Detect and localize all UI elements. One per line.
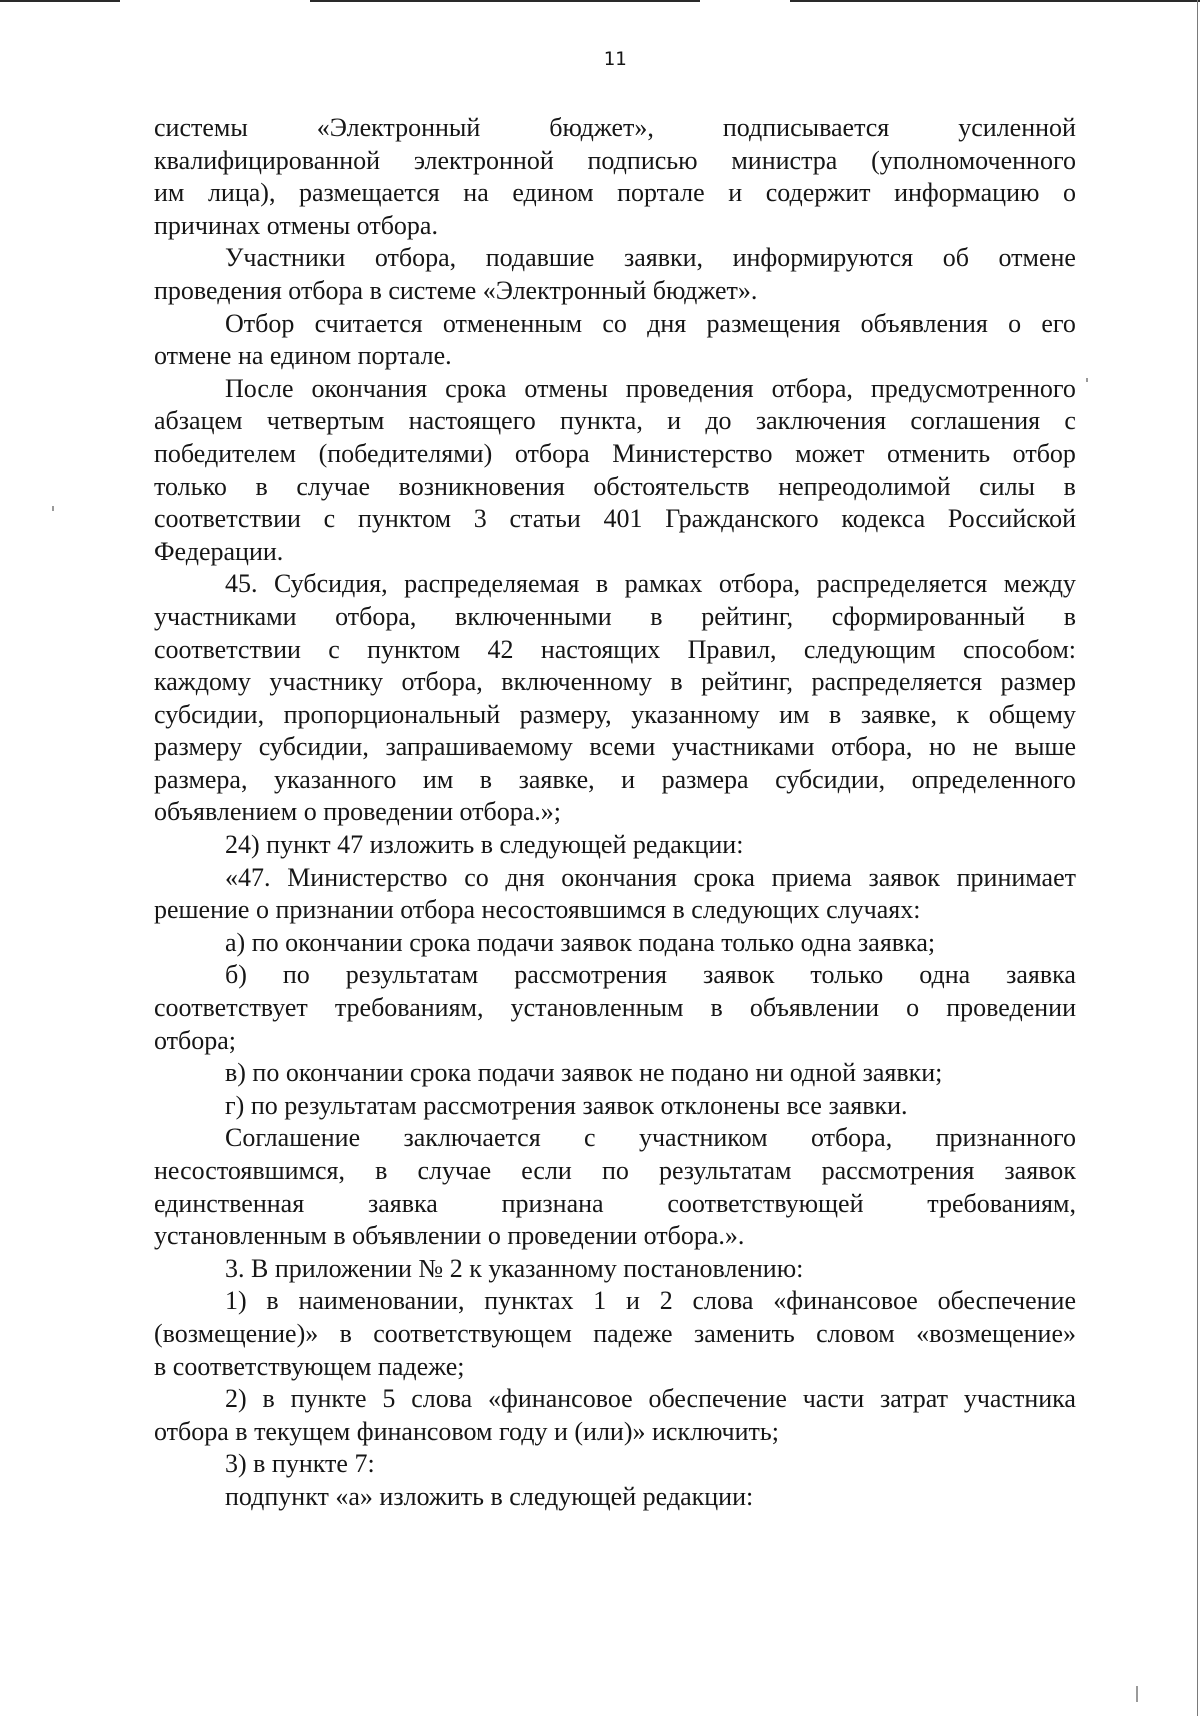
word: соответствующей [667,1188,864,1218]
word: признана [501,1188,604,1218]
scan-border-gap [700,0,790,3]
word: в [479,764,493,794]
word: только [154,471,227,501]
word: по [601,1156,629,1185]
word: в [375,1156,388,1185]
word: принимает [956,862,1076,892]
word: участнику [269,667,384,697]
word: предусмотренного [870,373,1076,403]
word: слова [692,1286,754,1316]
text-line [154,1122,1076,1155]
text-line [154,764,1076,797]
word: пропорциональный [283,699,501,729]
word: одна [919,960,971,990]
text-line [154,1285,1076,1318]
word: затрат [879,1384,948,1414]
word: окончания [311,373,428,403]
word: 1 [593,1286,607,1316]
word: в [595,569,609,599]
word: но [929,732,956,762]
word: отбора, [335,601,417,631]
word: и [621,764,636,794]
word: объявлении [749,993,880,1023]
text-line [154,405,1076,438]
word: проведения [625,373,754,403]
word: обстоятельств [593,471,750,501]
word: участника [963,1384,1076,1414]
word: заключения [755,406,887,436]
word: дня [647,308,687,338]
word: и [626,1286,640,1316]
text-line [154,471,1076,504]
word: лица), [207,178,276,208]
word: приема [771,862,852,892]
text-line: установленным в объявлении о проведении отбора.». [154,1221,745,1251]
text-line: подпункт «а» изложить в следующей редакции: [225,1481,754,1511]
word: «финансовое [488,1384,633,1414]
word: рейтинг, [701,667,794,697]
word: до [705,406,732,436]
word: отмены [524,373,608,403]
word: соответствующем [373,1318,572,1348]
word: выше [1014,732,1076,762]
text-line: объявлением о проведении отбора.»; [154,797,562,827]
word: в [255,471,268,501]
word: Участники [225,243,346,273]
text-line: г) по результатам рассмотрения заявок отклонены все заявки. [225,1090,908,1120]
word: с [584,1123,596,1153]
word: словом [816,1318,895,1348]
word: о [1063,178,1076,208]
text-line: в) по окончании срока подачи заявок не подано ни одной заявки; [225,1058,943,1088]
word: заявка [1006,960,1076,990]
scan-speck [1136,1686,1138,1702]
word: соответствии [154,634,301,664]
word: результатам [345,960,479,990]
word: заявке, [860,699,937,729]
word: соответствии [154,504,301,534]
word: отбора, [374,243,457,273]
word: требованиям, [927,1188,1076,1218]
word: рассмотрения [514,960,667,990]
text-line [154,992,1076,1025]
word: 2) [225,1384,247,1414]
word: (уполномоченного [871,145,1076,175]
word: о [906,993,920,1023]
word: субсидии, [258,732,369,762]
word: субсидии, [775,764,886,794]
word: Министерство [287,862,448,892]
word: способом: [962,634,1076,664]
word: отбора, [831,732,913,762]
word: считается [314,308,423,338]
text-line [154,1155,1076,1188]
word: субсидии, [154,699,265,729]
word: участником [638,1123,768,1153]
word: усиленной [958,113,1076,142]
word: в [266,1286,279,1316]
word: его [1041,308,1076,338]
word: распределяемая [404,569,580,599]
word: на [463,178,489,208]
text-line: Федерации. [154,536,284,566]
word: по [282,960,310,990]
word: дня [505,862,545,892]
word: всеми [589,732,656,762]
word: размеру [154,732,243,762]
scan-speck [1086,378,1088,382]
text-line [154,666,1076,699]
word: и [728,178,743,208]
word: размера [661,764,749,794]
text-line: в соответствующем падеже; [154,1351,465,1381]
word: с [1064,406,1076,436]
word: отбора, [401,667,483,697]
word: возникновения [398,471,565,501]
text-line [154,731,1076,764]
word: заявок [702,960,775,990]
word: если [521,1156,572,1185]
word: заключается [403,1123,541,1153]
word: в [670,667,683,697]
word: случае [417,1156,492,1185]
word: объявления [860,308,988,338]
word: подписью [587,145,698,175]
text-line: 24) пункт 47 изложить в следующей редакции: [225,830,744,860]
text-line [154,568,1076,601]
word: указанному [631,699,760,729]
word: отбора [514,438,590,468]
word: информацию [894,178,1040,208]
word: рамках [624,569,703,599]
word: абзацем [154,406,243,436]
word: (победителями) [318,438,493,468]
word: электронной [413,145,554,175]
word: в [1063,601,1076,631]
word: включенными [455,601,612,631]
word: в [1063,471,1076,501]
text-line [154,242,1076,275]
word: 42 [487,634,514,664]
word: пунктом [357,504,452,534]
word: в [710,993,723,1023]
word: отменить [887,438,991,468]
text-line [154,438,1076,471]
word: им [154,178,185,208]
word: в [339,1318,352,1348]
word: размера, [154,764,248,794]
text-line [154,1188,1076,1221]
text-line [154,503,1076,536]
word: соответствует [154,993,308,1023]
document-text [154,112,1076,1514]
word: установленным [510,993,684,1023]
word: квалифицированной [154,145,381,175]
word: пунктом [367,634,461,664]
word: распределяется [816,569,988,599]
word: отбора, [810,1123,893,1153]
text-line [154,177,1076,210]
word: им [779,699,810,729]
word: 1) [225,1286,247,1316]
word: бюджет», [549,113,654,142]
text-line: решение о признании отбора несостоявшимся в следующих случаях: [154,895,921,925]
word: каждому [154,667,251,697]
word: в [829,699,842,729]
word: определенного [911,764,1076,794]
word: едином [512,178,594,208]
word: отбор [1012,438,1076,468]
word: со [602,308,627,338]
word: размер [1000,667,1076,697]
word: заменить [693,1318,795,1348]
word: Министерство [612,438,773,468]
word: «Электронный [316,113,481,142]
word: не [972,732,999,762]
text-line [154,699,1076,732]
word: б) [225,960,247,990]
word: 2 [659,1286,673,1316]
text-line [154,1383,1076,1416]
word: участниками [671,732,815,762]
word: может [795,438,865,468]
word: размещения [706,308,841,338]
word: с [323,504,336,534]
word: включенному [501,667,652,697]
word: срока [693,862,755,892]
word: и [667,406,682,436]
word: статьи [509,504,581,534]
word: 3 [473,504,487,534]
word: распределяется [811,667,983,697]
word: системы [154,113,248,142]
word: победителем [154,438,297,468]
word: слова [411,1384,473,1414]
text-line [154,959,1076,992]
word: к [956,699,970,729]
word: рассмотрения [821,1156,975,1185]
word: заявка [367,1188,438,1218]
text-line: отбора; [154,1025,237,1055]
word: отмене [998,243,1076,273]
text-line: 3) в пункте 7: [225,1449,375,1479]
word: падеже [593,1318,673,1348]
word: содержит [765,178,871,208]
word: кодекса [841,504,926,534]
word: признанного [935,1123,1076,1153]
word: окончания [561,862,677,892]
text-line [154,145,1076,178]
word: отмененным [442,308,583,338]
word: Гражданского [665,504,819,534]
word: «возмещение» [916,1318,1076,1348]
word: 401 [603,504,643,534]
word: подписывается [722,113,890,142]
word: наименовании, [298,1286,465,1316]
text-line [154,601,1076,634]
word: результатам [658,1156,792,1185]
word: им [422,764,454,794]
word: части [802,1384,865,1414]
scan-speck [52,506,54,511]
word: проведении [946,993,1076,1023]
text-line: отмене на едином портале. [154,341,452,371]
word: заявок [868,862,940,892]
word: 5 [382,1384,396,1414]
text-line: причинах отмены отбора. [154,210,438,240]
word: соглашения [910,406,1041,436]
word: «47. [225,862,271,892]
text-line: 3. В приложении № 2 к указанному постановлению: [225,1253,804,1283]
word: случае [296,471,370,501]
word: заявки, [623,243,704,273]
word: в [262,1384,275,1414]
word: пункта, [560,406,643,436]
word: 45. [225,569,258,599]
word: требованиям, [334,993,484,1023]
word: силы [979,471,1036,501]
word: настоящего [408,406,536,436]
word: «финансовое [773,1286,918,1316]
word: После [225,373,294,403]
word: обеспечение [937,1286,1076,1316]
word: запрашиваемому [385,732,573,762]
text-line [154,112,1076,145]
text-line [154,308,1076,341]
text-line [154,373,1076,406]
text-line: а) по окончании срока подачи заявок подана только одна заявка; [225,927,936,957]
word: непреодолимой [778,471,951,501]
text-line: отбора в текущем финансовом году и (или)» исключить; [154,1416,779,1446]
word: сформированный [831,601,1026,631]
word: отбора, [718,569,801,599]
word: Соглашение [225,1123,361,1153]
word: обеспечение [648,1384,787,1414]
text-line [154,862,1076,895]
word: отбора, [771,373,853,403]
word: об [942,243,969,273]
word: размеру, [519,699,612,729]
scan-border-right [1197,0,1198,1716]
word: (возмещение)» [154,1318,319,1348]
word: Российской [947,504,1076,534]
word: несостоявшимся, [154,1156,345,1185]
word: настоящих [540,634,661,664]
word: портале [617,178,705,208]
word: участниками [154,601,297,631]
word: заявок [1004,1156,1076,1185]
word: между [1003,569,1076,599]
word: заявке, [518,764,595,794]
text-line: проведения отбора в системе «Электронный бюджет». [154,275,758,305]
word: подавшие [485,243,595,273]
word: указанного [273,764,397,794]
word: со [464,862,489,892]
word: Правил, [687,634,777,664]
word: информируются [732,243,914,273]
word: министра [731,145,838,175]
text-line [154,634,1076,667]
word: Субсидия, [273,569,388,599]
word: срока [445,373,507,403]
scan-border-gap [120,0,310,3]
word: размещается [299,178,440,208]
word: следующим [803,634,936,664]
word: в [650,601,663,631]
word: четвертым [266,406,385,436]
page-number: 11 [603,48,627,70]
word: пункте [290,1384,367,1414]
word: единственная [154,1188,305,1218]
word: общему [988,699,1076,729]
word: с [328,634,340,664]
text-line [154,1318,1076,1351]
word: пунктах [484,1286,574,1316]
word: рейтинг, [701,601,794,631]
word: о [1008,308,1022,338]
word: Отбор [225,308,295,338]
word: только [810,960,884,990]
